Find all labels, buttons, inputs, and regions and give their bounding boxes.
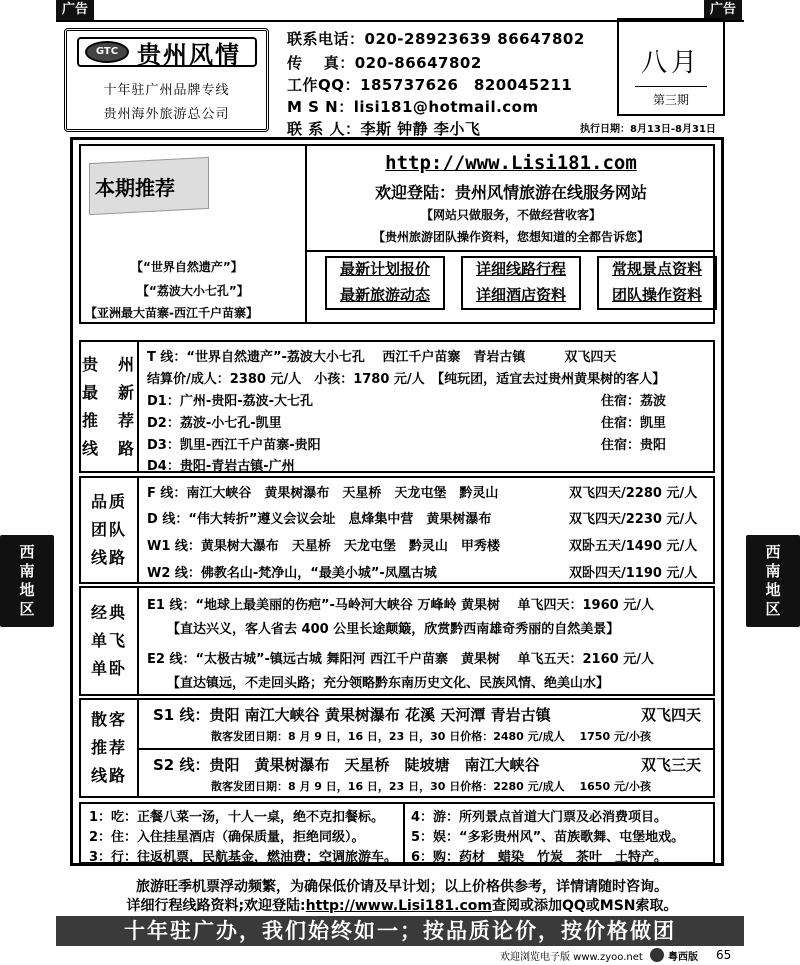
contact-qq: 工作QQ：185737626 820045211: [287, 76, 573, 94]
quality-routes-section: [79, 476, 715, 584]
ad-tag-right: 广告: [704, 0, 742, 20]
classic-routes-label: [81, 588, 139, 694]
route-s2-days: 双飞三天: [641, 756, 702, 774]
company-logo-box: [64, 28, 269, 132]
site-divider: [307, 250, 713, 252]
page-number: 65: [716, 948, 732, 962]
logo-header: [77, 37, 257, 67]
label-line: 单卧: [90, 659, 127, 678]
route-t-price: 结算价/成人：2380 元/人 小孩：1780 元/人 【纯玩团，适宜去过贵州黄果树的客人】: [147, 372, 666, 387]
footer-text: 欢迎浏览电子版 www.zyoo.net: [500, 952, 643, 963]
itinerary-day-4: D4：贵阳-青岩古镇-广州: [147, 459, 295, 474]
recommend-item-1: 【“世界自然遗产”】: [131, 260, 243, 274]
route-d-line: D 线：“伟大转折”遵义会议会址 息烽集中营 黄果树瀑布: [147, 512, 492, 527]
route-f-line: F 线：南江大峡谷 黄果树瀑布 天星桥 天龙屯堡 黔灵山: [147, 486, 499, 501]
issue-month-box: [617, 18, 725, 116]
nav-team-info[interactable]: 团队操作资料: [611, 286, 702, 304]
side-tab-right-label: 西南地区: [765, 543, 781, 618]
side-tab-left: [0, 535, 54, 627]
individual-routes-section: [79, 698, 715, 798]
label-line: 贵 州: [81, 354, 136, 374]
route-w1-line: W1 线：黄果树大瀑布 天星桥 天龙屯堡 黔灵山 甲秀楼: [147, 539, 500, 554]
individual-routes-label: [81, 700, 139, 796]
company-fullname: 贵州海外旅游总公司: [103, 107, 230, 122]
label-line: 经典: [90, 603, 127, 622]
label-line: 线 路: [81, 438, 136, 458]
exec-date: 执行日期：8月13日-8月31日: [580, 124, 716, 135]
ad-tag-left: 广告: [56, 0, 94, 20]
route-w2-line: W2 线：佛教名山-梵净山，“最美小城”-凤凰古城: [147, 566, 437, 581]
stay-day-3: 住宿：贵阳: [601, 438, 667, 453]
route-w2-price: 双卧四天/1190 元/人: [569, 566, 698, 581]
quality-routes-label: [81, 478, 139, 582]
label-line: 推荐: [90, 738, 127, 757]
route-e1-note: 【直达兴义，客人省去 400 公里长途颠簸，欣赏黔西南雄奇秀丽的自然美景】: [167, 622, 620, 637]
route-d-price: 双飞四天/2230 元/人: [569, 512, 698, 527]
company-slogan: 十年驻广州品牌专线: [103, 83, 230, 98]
route-s1-dates: 散客发团日期：8 月 9 日，16 日，23 日，30 日价格：2480 元/成人 1750 元/小孩: [211, 730, 651, 743]
issue-number: 第三期: [635, 86, 707, 108]
edition-logo-icon: [650, 948, 664, 962]
notes-divider: [403, 804, 405, 862]
info-url-link[interactable]: http://www.Lisi181.com: [305, 898, 492, 914]
footer-edition: 粤西版: [668, 952, 698, 963]
nav-latest-prices[interactable]: 最新计划报价: [339, 260, 430, 278]
info-prefix: 详细行程线路资料;欢迎登陆:: [126, 898, 306, 914]
nav-latest-news[interactable]: 最新旅游动态: [339, 286, 430, 304]
issue-month: 八月: [640, 48, 701, 78]
label-line: 最 新: [81, 382, 136, 402]
route-s1-days: 双飞四天: [641, 706, 702, 724]
label-line: 线路: [90, 766, 127, 785]
nav-scenic-info[interactable]: 常规景点资料: [611, 260, 702, 278]
recommend-title: 本期推荐: [95, 176, 175, 200]
contact-phone: 联系电话：020-28923639 86647802: [287, 30, 585, 48]
classic-routes-section: [79, 586, 715, 696]
label-line: 散客: [90, 710, 127, 729]
service-notes-section: [79, 802, 715, 864]
itinerary-day-1: D1：广州-贵阳-荔波-大七孔: [147, 394, 314, 409]
site-note-2: 【贵州旅游团队操作资料，您想知道的全都告诉您】: [372, 230, 649, 244]
recommend-item-2: 【“荔波大小七孔”】: [137, 284, 249, 298]
main-frame: [70, 137, 724, 866]
route-e1-line: E1 线：“地球上最美丽的伤疤”-马岭河大峡谷 万峰岭 黄果树 单飞四天：1960 元/人: [147, 598, 654, 613]
contact-msn: M S N：lisi181@hotmail.com: [287, 98, 539, 116]
contact-person: 联 系 人：李斯 钟静 李小飞: [287, 120, 481, 138]
route-e2-line: E2 线：“太极古城”-镇远古城 舞阳河 西江千户苗寨 黄果树 单飞五天：2160 元/人: [147, 652, 654, 667]
note-3: 3：行：往返机票，民航基金，燃油费；空调旅游车。: [89, 850, 398, 865]
slogan-banner: 十年驻广办，我们始终如一；按品质论价，按价格做团: [56, 916, 744, 946]
label-line: 线路: [90, 548, 127, 567]
contact-fax: 传 真：020-86647802: [287, 54, 482, 72]
nav-route-details[interactable]: 详细线路行程: [475, 260, 566, 278]
top-section: [79, 144, 715, 324]
label-line: 推 荐: [81, 410, 136, 430]
itinerary-day-3: D3：凯里-西江千户苗寨-贵阳: [147, 438, 321, 453]
route-s1-line: S1 线：贵阳 南江大峡谷 黄果树瀑布 花溪 天河潭 青岩古镇: [153, 706, 551, 724]
note-6: 6：购：药材 蜡染 竹炭 茶叶 土特产。: [411, 850, 668, 865]
stay-day-2: 住宿：凯里: [601, 416, 667, 431]
route-f-price: 双飞四天/2280 元/人: [569, 486, 698, 501]
info-line: [62, 895, 742, 915]
side-tab-right: [746, 535, 800, 627]
s-divider: [139, 748, 713, 750]
side-tab-left-label: 西南地区: [19, 543, 35, 618]
info-suffix: 查阅或添加QQ或MSN索取。: [491, 898, 678, 914]
recommend-item-3: 【亚洲最大苗寨-西江千户苗寨】: [85, 306, 258, 320]
note-5: 5：娱：“多彩贵州风”、苗族歌舞、屯堡地戏。: [411, 830, 685, 845]
route-w1-price: 双卧五天/1490 元/人: [569, 539, 698, 554]
nav-hotel-info[interactable]: 详细酒店资料: [475, 286, 566, 304]
label-line: 团队: [90, 520, 127, 539]
note-2: 2：住：入住挂星酒店（确保质量，拒绝同级）。: [89, 830, 365, 845]
site-note-1: 【网站只做服务，不做经营收客】: [420, 208, 601, 222]
recommend-panel: [81, 146, 307, 322]
stay-day-1: 住宿：荔波: [601, 394, 667, 409]
label-line: 品质: [90, 492, 127, 511]
note-1: 1：吃：正餐八菜一汤，十人一桌，绝不克扣餐标。: [89, 810, 385, 825]
route-e2-note: 【直达镇远，不走回头路；充分领略黔东南历史文化、民族风情、绝美山水】: [167, 676, 610, 691]
label-line: 单飞: [90, 631, 127, 650]
note-4: 4：游：所列景点首道大门票及必消费项目。: [411, 810, 668, 825]
itinerary-day-2: D2：荔波-小七孔-凯里: [147, 416, 282, 431]
logo-badge-icon: GTC: [85, 41, 129, 63]
route-t-line: T 线：“世界自然遗产”-荔波大小七孔 西江千户苗寨 青岩古镇 双飞四天: [147, 350, 617, 365]
featured-routes-section: [79, 340, 715, 473]
price-disclaimer: 旅游旺季机票浮动频繁，为确保低价请及早计划；以上价格供参考，详情请随时咨询。: [136, 879, 668, 895]
featured-routes-label: [81, 342, 139, 471]
site-url-link[interactable]: http://www.Lisi181.com: [385, 152, 637, 174]
company-name: 贵州风情: [137, 40, 241, 69]
route-s2-dates: 散客发团日期：8 月 9 日，16 日，23 日，30 日价格：2280 元/成人 1650 元/小孩: [211, 780, 651, 793]
site-welcome: 欢迎登陆：贵州风情旅游在线服务网站: [374, 183, 647, 202]
route-s2-line: S2 线：贵阳 黄果树瀑布 天星桥 陡坡塘 南江大峡谷: [153, 756, 540, 774]
